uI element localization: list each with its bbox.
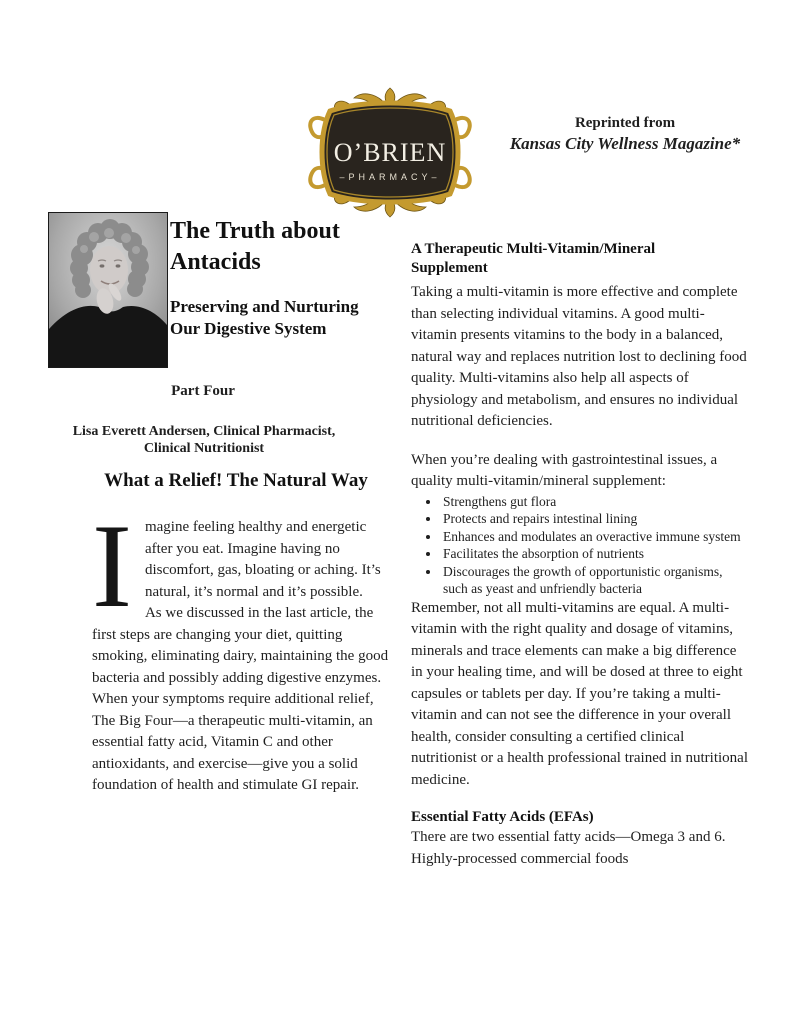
right-column <box>411 240 748 870</box>
bullet-item: • Discourages the growth of opportunistic organisms, such as yeast and unfriendly bacteria <box>441 563 748 598</box>
author-byline-line1: Lisa Everett Andersen, Clinical Pharmacist, <box>72 424 336 439</box>
author-portrait-photo <box>48 212 168 368</box>
supplement-benefits-list <box>411 493 748 598</box>
reprint-credit <box>495 114 755 154</box>
section-heading: What a Relief! The Natural Way <box>104 470 368 491</box>
right-paragraph-1: Taking a multi-vitamin is more effective and complete than selecting individual vitamins. A good multi-vitamin presents vitamins to the body in a balanced, natural way and replaces nutrition lost to declining food quality. Multi-vitamins also help all aspects of physiology and metabolism, and ensures no individual nutritional deficiencies. <box>411 284 747 429</box>
logo-subline-text: –PHARMACY– <box>339 172 441 182</box>
author-byline-line2: Clinical Nutritionist <box>143 441 265 456</box>
article-title-line2: Antacids <box>170 249 261 275</box>
right-paragraph-4: There are two essential fatty acids—Omega 3 and 6. Highly-processed commercial foods <box>411 829 726 867</box>
intro-paragraph-text: magine feeling healthy and energetic after you eat. Imagine having no discomfort, gas, bloating or aching. It’s natural, it’s normal and it’s possible. <box>144 519 381 600</box>
obrien-pharmacy-logo-graphic <box>299 86 481 219</box>
portrait-graphic <box>49 213 167 367</box>
right-paragraph-2-intro: When you’re dealing with gastrointestinal issues, a quality multi-vitamin/mineral supplement: <box>411 451 718 489</box>
bullet-item: • Enhances and modulates an overactive immune system <box>441 528 748 546</box>
article-title <box>170 216 375 278</box>
article-subtitle: Preserving and Nurturing Our Digestive System <box>170 297 359 338</box>
portrait-sweater <box>49 306 167 367</box>
article-title-line1: The Truth about <box>170 218 340 244</box>
reprint-source-title: Kansas City Wellness Magazine* <box>509 133 741 153</box>
obrien-pharmacy-logo <box>299 86 481 219</box>
intro-paragraph <box>92 499 392 632</box>
left-paragraph-1: As we discussed in the last article, the first steps are changing your diet, quitting smoking, eliminating dairy, maintaining the good bacteria and possibly adding digestive enzymes. When your symptoms require additional relief, The Big Four—a therapeutic multi-vitamin, an essential fatty acid, Vitamin C and other antioxidants, and exercise—give you a solid foundation of health and stimulate GI repair. <box>92 605 389 793</box>
bullet-item: • Protects and repairs intestinal lining <box>441 510 748 528</box>
right-heading-2: Essential Fatty Acids (EFAs) <box>411 809 594 825</box>
right-paragraph-3: Remember, not all multi-vitamins are equal. A multi-vitamin with the right quality and dosage of vitamins, minerals and trace elements can make a big difference in your healing time, and will be dosed at three to eight capsules or tablets per day. If you’re taking a multi-vitamin and can not see the difference in your overall health, consider consulting a certified clinical nutritionist or a health professional trained in nutritional medicine. <box>411 599 749 788</box>
bullet-item: • Strengthens gut flora <box>441 493 748 511</box>
left-column-body <box>92 499 392 797</box>
part-label: Part Four <box>171 383 235 399</box>
logo-name-text: O’BRIEN <box>333 138 447 167</box>
bullet-item: • Facilitates the absorption of nutrients <box>441 545 748 563</box>
reprint-line1: Reprinted from <box>574 115 676 131</box>
right-heading-1: A Therapeutic Multi-Vitamin/Mineral Supplement <box>411 241 656 276</box>
author-byline <box>48 423 360 457</box>
dropcap-letter: I <box>92 499 132 632</box>
